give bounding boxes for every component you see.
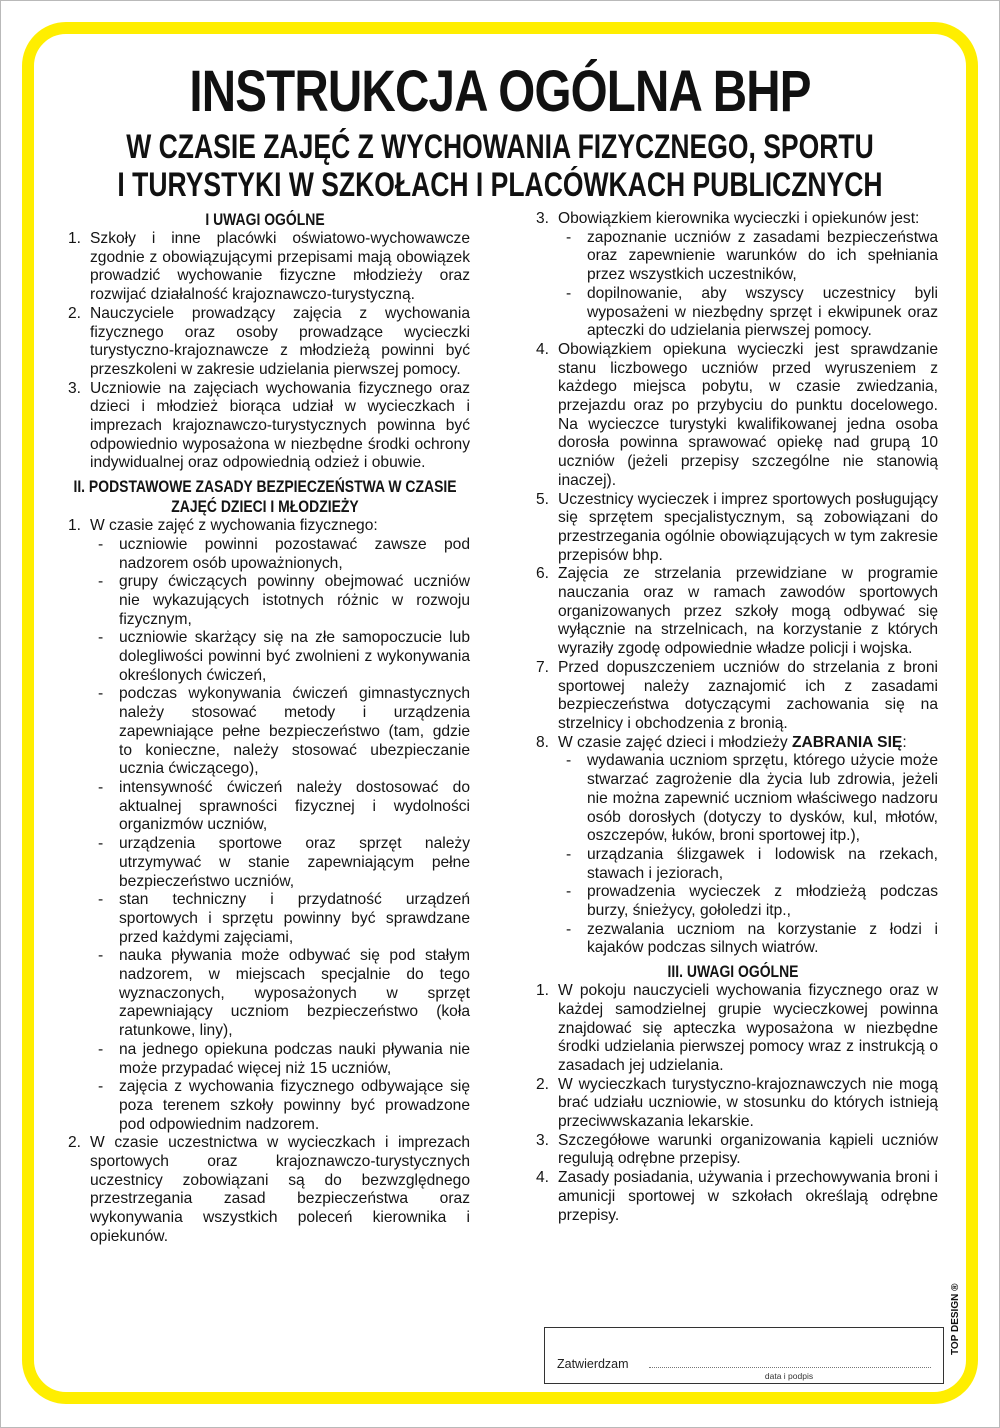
item-text: Zasady posiadania, używania i przechowywania broni i amunicji sportowej w szkołach określają odrębne przepisy. [558,1169,938,1224]
section-3-item-1 [528,982,938,1076]
item-number: 1. [536,982,550,1000]
sub-item-text: zapoznanie uczniów z zasadami bezpieczeństwa oraz zapewnienie warunków do ich spełniania przez wszystkich uczestników, [587,228,938,284]
sub-item-text: stan techniczny i przydatność urządzeń sportowych i sprzętu powinny być sprawdzane przed każdymi zajęciami, [119,891,470,946]
item-number: 2. [68,304,82,322]
section-2-heading-line-1: II. PODSTAWOWE ZASADY BEZPIECZEŃSTWA W CZASIE [73,477,457,497]
document-subtitle-line-2: I TURYSTYKI W SZKOŁACH I PLACÓWKACH PUBLICZNYCH [117,166,883,204]
item-number: 2. [68,1134,82,1152]
sub-item [560,752,938,846]
sub-item [560,846,938,883]
section-2-item-4 [528,341,938,491]
item-number: 1. [68,517,82,535]
sub-item [92,685,470,779]
sub-item-text: wydawania uczniom sprzętu, którego użycie może stwarzać zagrożenie dla życia lub zdrowia, jeżeli nie można zapewnić uczniom właściwego nadzoru osób dorosłych (dotyczy to dysków, kul, młotów, oszczepów, łuków, broni sportowej itp.), [587,752,938,845]
item-number: 3. [536,210,550,227]
document-title: INSTRUKCJA OGÓLNA BHP [189,59,811,124]
item-number: 2. [536,1075,550,1093]
item-number: 8. [536,733,550,751]
sub-item-text: prowadzenia wycieczek z młodzieżą podczas burzy, śnieżycy, gołoledzi itp., [587,883,938,920]
right-column [528,210,938,1225]
sub-item [92,536,470,573]
section-3-item-3 [528,1132,938,1169]
section-1-item-2 [60,305,470,380]
sub-item [92,891,470,947]
dash-bullet: - [98,535,104,553]
sub-list [560,229,938,341]
sub-item-text: intensywność ćwiczeń należy dostosować do aktualnej sprawności fizycznej i wydolności organizmów uczniów, [119,778,470,834]
dash-bullet: - [566,845,572,863]
section-2-heading-line-2: ZAJĘĆ DZIECI I MŁODZIEŻY [171,497,359,517]
section-3-heading: III. UWAGI OGÓLNE [667,962,799,982]
sub-item-text: dopilnowanie, aby wszyscy uczestnicy byli wyposażeni w niezbędny sprzęt i ekwipunek oraz apteczki do udzielania pierwszej pomocy. [587,284,938,340]
item-number: 5. [536,490,550,508]
dash-bullet: - [98,573,104,591]
sub-item-text: podczas wykonywania ćwiczeń gimnastycznych należy stosować metody i urządzenia zapewniające pełne bezpieczeństwo (tam, gdzie to konieczne, należy stosować ubezpieczanie ucznia ćwiczącego), [119,685,470,778]
item-text: Szkoły i inne placówki oświatowo-wychowawcze zgodnie z obowiązującymi przepisami mają obowiązek prowadzić wychowanie fizyczne młodzieży oraz rozwijać działalność krajoznawczo-turystyczną. [90,230,470,304]
dash-bullet: - [566,284,572,302]
dash-bullet: - [98,835,104,853]
item-text: Obowiązkiem kierownika wycieczki i opiekunów jest: [558,210,920,227]
item-text: Szczegółowe warunki organizowania kąpieli uczniów regulują odrębne przepisy. [558,1131,938,1168]
document-subtitle-line-1: W CZASIE ZAJĘĆ Z WYCHOWANIA FIZYCZNEGO, SPORTU [126,128,874,166]
item-text: Zajęcia ze strzelania przewidziane w programie nauczania oraz w ramach zawodów sportowych organizowanych przez szkoły mogą odbywać się wyłącznie na strzelnicach, na korzystanie z których wyraziły zgodę odpowiednie władze policji i wojska. [558,565,938,658]
item-number: 4. [536,340,550,358]
item-text: W czasie uczestnictwa w wycieczkach i imprezach sportowych oraz krajoznawczo-turystycznych uczestnicy zobowiązani są do bezwzględnego przestrzegania zasad bezpieczeństwa oraz wykonywania wszystkich poleceń kierownika i opiekunów. [90,1134,470,1245]
item-number: 4. [536,1169,550,1187]
item-text: W czasie zajęć z wychowania fizycznego: [90,517,378,535]
sub-item [560,229,938,285]
dash-bullet: - [98,778,104,796]
item-text: W pokoju nauczycieli wychowania fizycznego oraz w każdej samodzielnej grupie wycieczkowej powinna znajdować się apteczka wyposażona w niezbędne środki udzielania pierwszej pomocy wraz z instrukcją o zasadach jej udzielania. [558,982,938,1074]
section-2-item-8 [528,734,938,958]
sub-item-text: uczniowie skarżący się na złe samopoczucie lub dolegliwości powinni być zwolnieni z wykonywania określonych ćwiczeń, [119,629,470,684]
dash-bullet: - [566,228,572,246]
item-text: Uczniowie na zajęciach wychowania fizycznego oraz dzieci i młodzież biorąca udział w wycieczkach i imprezach krajoznawczo-turystycznych powinna być odpowiednio wyposażona w niezbędne środki ochrony indywidualnej oraz odpowiednią odzież i obuwie. [90,379,470,472]
item-text: Obowiązkiem opiekuna wycieczki jest sprawdzanie stanu liczbowego uczniów przed wyruszeniem z każdego miejsca pobytu, w czasie zwiedzania, przejazdu oraz po przybyciu do punktu docelowego. Na wycieczce turystyki kwalifikowanej jedna osoba dorosła powinna sprawować opiekę nad grupą 10 uczniów (jeżeli przepisy szczególne nie stanowią inaczej). [558,340,938,489]
dash-bullet: - [98,891,104,909]
section-1-item-3 [60,380,470,474]
approval-box [544,1327,944,1384]
brand-mark: TOP DESIGN ® [950,1283,961,1355]
item-number: 6. [536,565,550,583]
item-suffix: : [902,733,907,751]
sub-item-text: urządzenia sportowe oraz sprzęt należy utrzymywać w stanie zapewniającym pełne bezpieczeństwo uczniów, [119,835,470,890]
sub-item-text: na jednego opiekuna podczas nauki pływania nie może przypadać więcej niż 15 uczniów, [119,1040,470,1077]
item-text: W wycieczkach turystyczno-krajoznawczych nie mogą brać udziału uczniowie, w stosunku do których istnieją przeciwwskazania lekarskie. [558,1075,938,1131]
sub-item [92,835,470,891]
sub-item [92,573,470,629]
item-number: 3. [536,1131,550,1149]
sub-item-text: grupy ćwiczących powinny obejmować uczniów nie wykazujących istotnych różnic w rozwoju fizycznym, [119,573,470,628]
item-number: 3. [68,379,82,397]
item-text: Przed dopuszczeniem uczniów do strzelania z broni sportowej należy zaznajomić ich z zasadami bezpieczeństwa dotyczącymi zachowania się na strzelnicy i obchodzenia z bronią. [558,658,938,732]
sub-item [92,629,470,685]
sub-item-text: zajęcia z wychowania fizycznego odbywające się poza terenem szkoły powinny być prowadzone pod odpowiednim nadzorem. [119,1078,470,1133]
sub-item [92,1078,470,1134]
dash-bullet: - [566,883,572,901]
section-3-item-4 [528,1169,938,1225]
dash-bullet: - [98,1078,104,1096]
section-2-item-3 [528,210,938,341]
sub-item [92,1041,470,1078]
sub-item [92,947,470,1041]
item-text: W czasie zajęć dzieci i młodzieży [558,733,788,751]
section-3-item-2 [528,1076,938,1132]
dash-bullet: - [98,1040,104,1058]
section-2-item-5 [528,491,938,566]
section-1-heading: I UWAGI OGÓLNE [205,210,325,229]
sub-item-text: uczniowie powinni pozostawać zawsze pod nadzorem osób upoważnionych, [119,535,470,572]
section-2-item-7 [528,659,938,734]
sub-list [92,536,470,1135]
section-2-item-1 [60,517,470,1134]
signature-hint: data i podpis [764,1371,814,1381]
dash-bullet: - [98,685,104,703]
signature-line[interactable] [649,1367,931,1368]
sub-item [560,883,938,920]
item-number: 1. [68,230,82,247]
item-text: Uczestnicy wycieczek i imprez sportowych posługujący się sprzętem specjalistycznym, są zobowiązani do przestrzegania ogólnie obowiązujących w tym zakresie przepisów bhp. [558,490,938,564]
left-column [60,210,470,1247]
dash-bullet: - [566,920,572,938]
section-2-item-6 [528,565,938,659]
section-1-item-1 [60,230,470,305]
sub-item [560,921,938,958]
approval-label: Zatwierdzam [557,1357,629,1371]
sub-list [560,752,938,958]
dash-bullet: - [98,947,104,965]
section-2-item-2 [60,1134,470,1246]
dash-bullet: - [98,629,104,647]
dash-bullet: - [566,752,572,770]
prohibition-emphasis: ZABRANIA SIĘ [792,733,903,751]
sub-item-text: nauka pływania może odbywać się pod stałym nadzorem, w miejscach specjalnie do tego wyznaczonych, wyposażonych w sprzęt zapewniający uczniom bezpieczeństwo (koła ratunkowe, liny), [119,947,470,1040]
item-text: Nauczyciele prowadzący zajęcia z wychowania fizycznego oraz osoby prowadzące wycieczki turystyczno-krajoznawcze z młodzieżą powinni być przeszkoleni w zakresie udzielania pierwszej pomocy. [90,304,470,378]
sub-item-text: zezwalania uczniom na korzystanie z łodzi i kajaków podczas silnych wiatrów. [587,920,938,957]
sub-item [92,779,470,835]
item-number: 7. [536,658,550,676]
sub-item [560,285,938,341]
sub-item-text: urządzania ślizgawek i lodowisk na rzekach, stawach i jeziorach, [587,845,938,882]
